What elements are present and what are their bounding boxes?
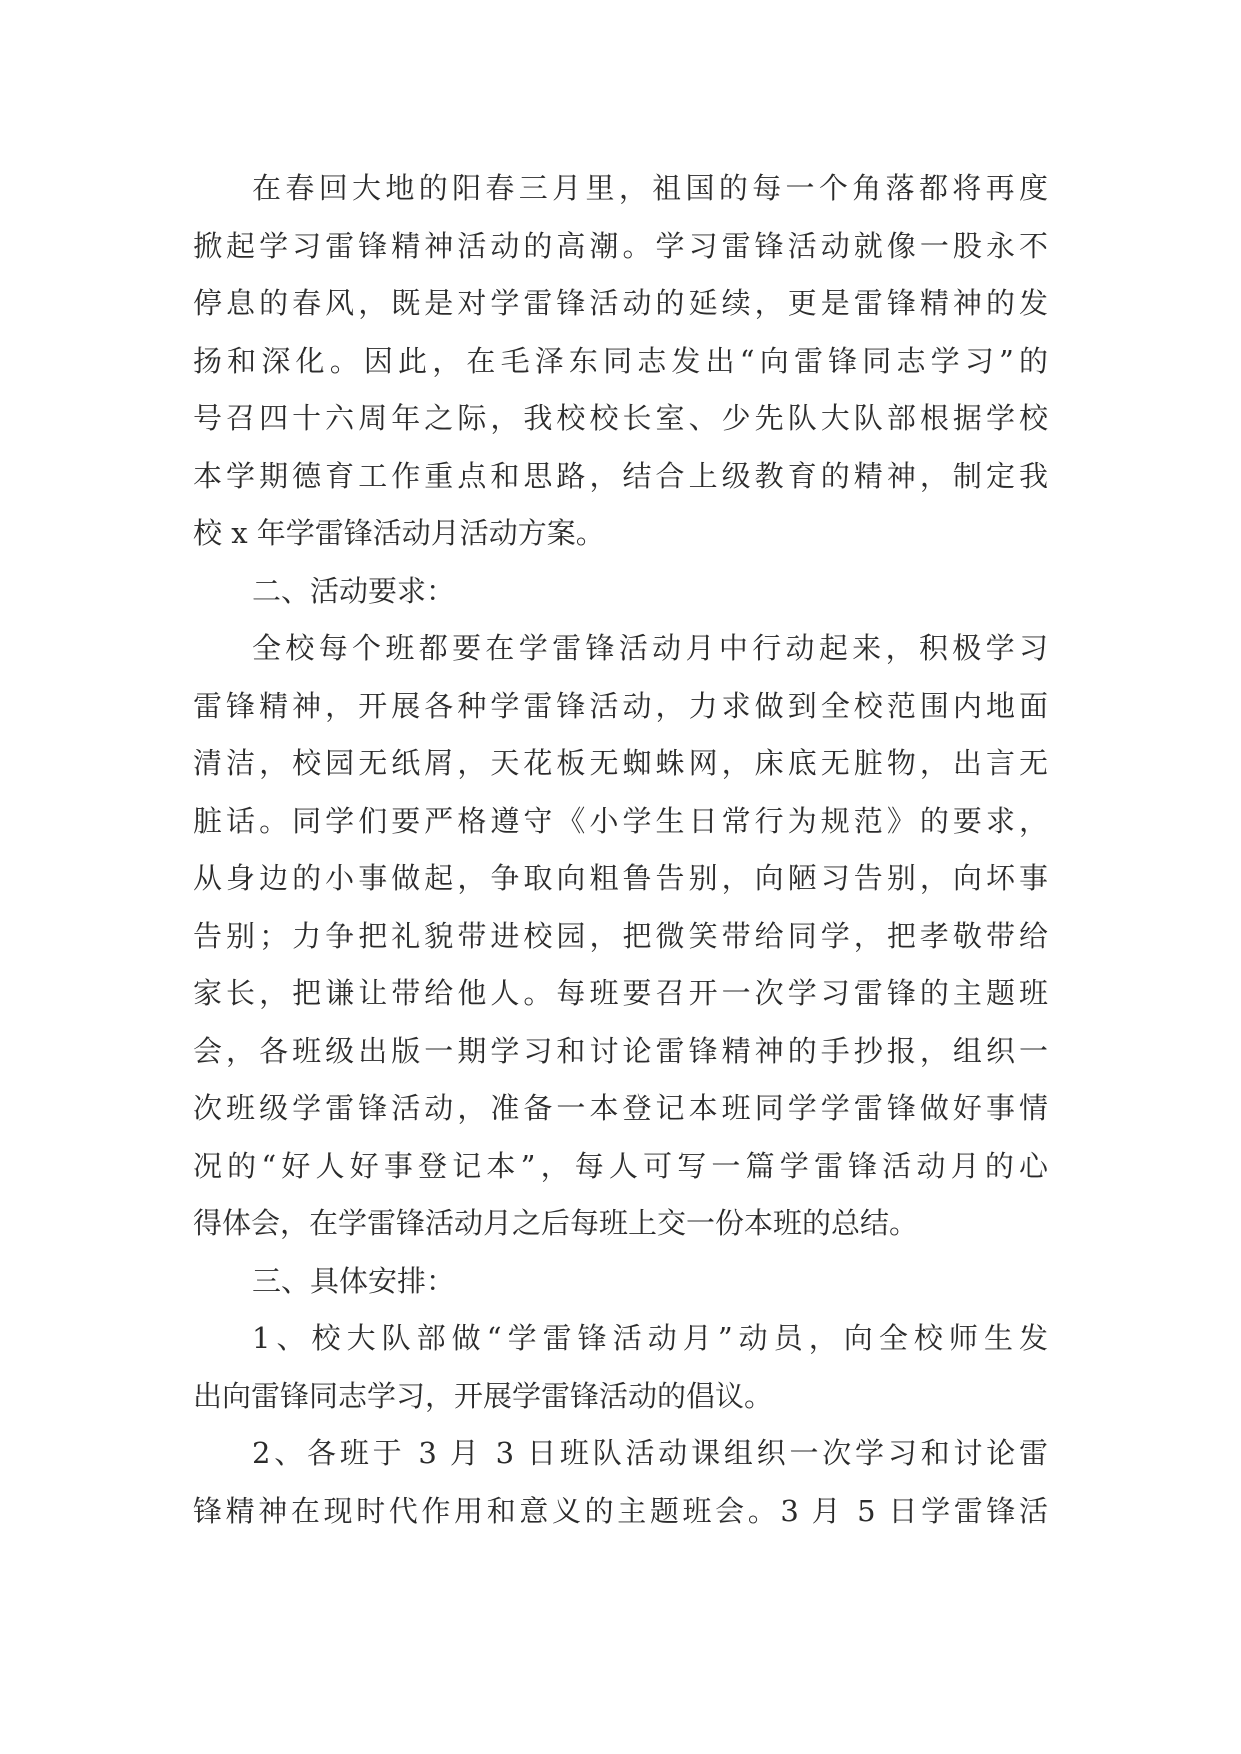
text-line: 2、各班于 3 月 3 日班队活动课组织一次学习和讨论雷 — [252, 1436, 1048, 1470]
text-line: 家长，把谦让带给他人。每班要召开一次学习雷锋的主题班 — [193, 976, 1048, 1010]
text-line: 号召四十六周年之际，我校校长室、少先队大队部根据学校 — [193, 401, 1048, 435]
text-line: 掀起学习雷锋精神活动的高潮。学习雷锋活动就像一股永不 — [193, 228, 1048, 263]
text-line: 扬和深化。因此，在毛泽东同志发出“向雷锋同志学习”的 — [193, 343, 1048, 378]
text-line: 清洁，校园无纸屑，天花板无蜘蛛网，床底无脏物，出言无 — [193, 746, 1048, 780]
text-line: 在春回大地的阳春三月里，祖国的每一个角落都将再度 — [252, 171, 1048, 205]
text-line: 锋精神在现时代作用和意义的主题班会。3 月 5 日学雷锋活 — [193, 1493, 1048, 1528]
text-line: 停息的春风，既是对学雷锋活动的延续，更是雷锋精神的发 — [193, 286, 1048, 320]
text-line: 1、校大队部做“学雷锋活动月”动员，向全校师生发 — [252, 1321, 1048, 1355]
text-line: 会，各班级出版一期学习和讨论雷锋精神的手抄报，组织一 — [193, 1033, 1048, 1068]
text-line: 二、活动要求： — [252, 573, 456, 608]
text-line: 脏话。同学们要严格遵守《小学生日常行为规范》的要求， — [193, 803, 1048, 838]
text-line: 雷锋精神，开展各种学雷锋活动，力求做到全校范围内地面 — [193, 688, 1048, 723]
text-line: 从身边的小事做起，争取向粗鲁告别，向陋习告别，向坏事 — [193, 861, 1048, 895]
text-line: 本学期德育工作重点和思路，结合上级教育的精神，制定我 — [193, 458, 1048, 493]
text-line: 告别；力争把礼貌带进校园，把微笑带给同学，把孝敬带给 — [193, 918, 1048, 953]
text-line: 次班级学雷锋活动，准备一本登记本班同学学雷锋做好事情 — [193, 1091, 1048, 1125]
text-line: 三、具体安排： — [252, 1263, 456, 1298]
text-line: 出向雷锋同志学习，开展学雷锋活动的倡议。 — [193, 1378, 774, 1413]
text-line: 得体会，在学雷锋活动月之后每班上交一份本班的总结。 — [193, 1206, 919, 1240]
document-body — [193, 160, 1048, 1540]
text-line: 况的“好人好事登记本”，每人可写一篇学雷锋活动月的心 — [193, 1148, 1048, 1183]
text-line: 校 x 年学雷锋活动月活动方案。 — [193, 516, 605, 550]
text-line: 全校每个班都要在学雷锋活动月中行动起来，积极学习 — [252, 631, 1048, 665]
